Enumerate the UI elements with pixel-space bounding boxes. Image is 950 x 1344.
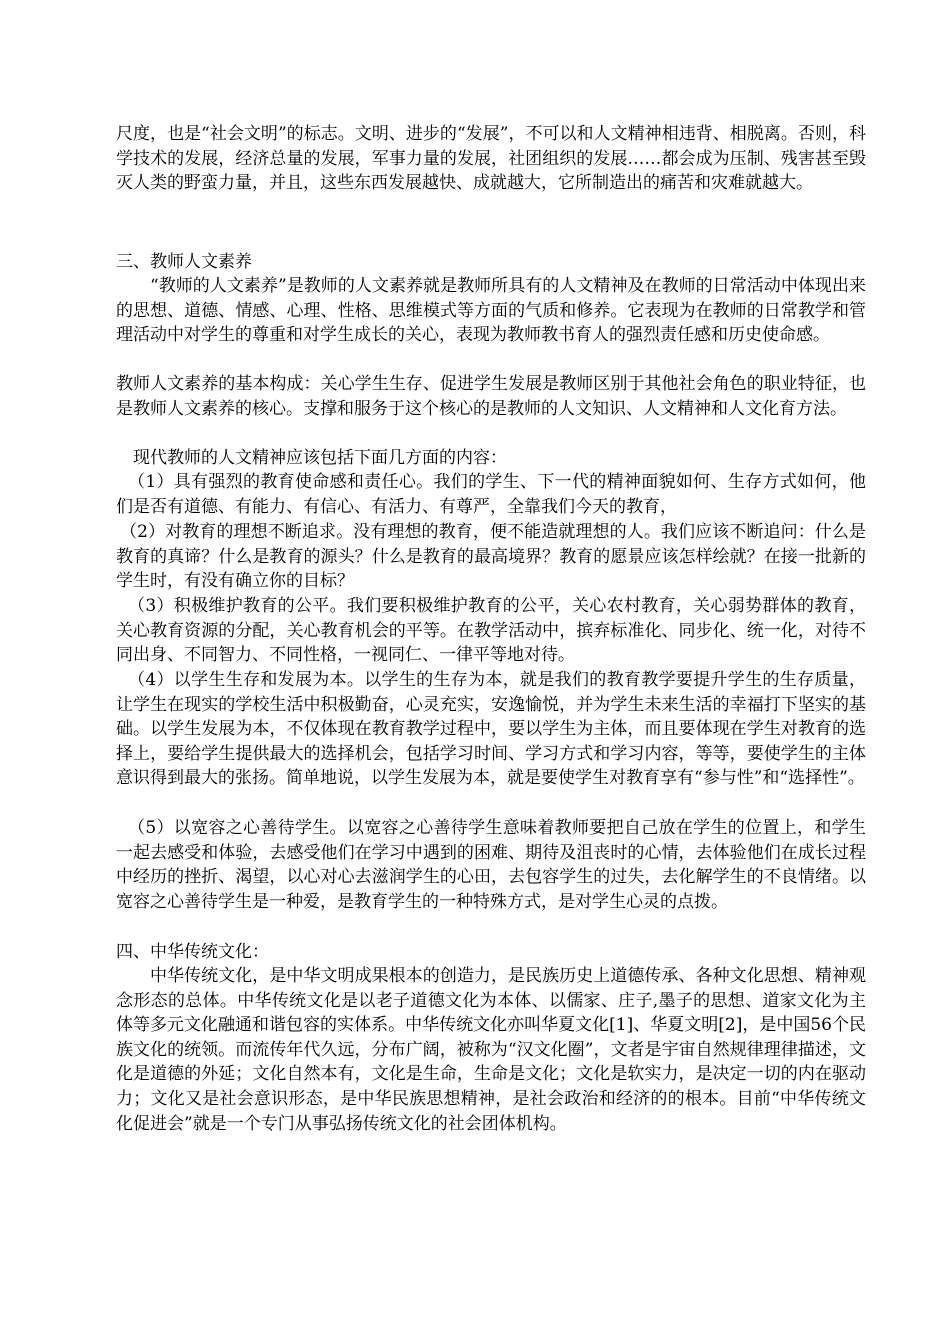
spirit-item-4: （4）以学生生存和发展为本。以学生的生存为本，就是我们的教育教学要提升学生的生存质量，让学生在现实的学校生活中积极勤奋，心灵充实，安逸愉悦，并为学生未来生活的幸福打下坚实的基础。以学生发展为本，不仅体现在教育教学过程中，要以学生为主体，而且要体现在学生对教育的选择上，要给学生提供最大的选择机会，包括学习时间、学习方式和学习内容，等等，要使学生的主体意识得到最大的张扬。简单地说，以学生发展为本，就是要使学生对教育享有“参与性”和“选择性”。 [116, 670, 866, 789]
section-4-heading: 四、中华传统文化： [116, 942, 269, 962]
spirit-item-5: （5）以宽容之心善待学生。以宽容之心善待学生意味着教师要把自己放在学生的位置上，和学生一起去感受和体验，去感受他们在学习中遇到的困难、期待及沮丧时的心情，去体验他们在成长过程中经历的挫折、渴望，以心对心去滋润学生的心田，去包容学生的过失，去化解学生的不良情绪。以宽容之心善待学生是一种爱，是教育学生的一种特殊方式，是对学生心灵的点拨。 [116, 818, 866, 912]
spirit-item-2: （2）对教育的理想不断追求。没有理想的教育，便不能造就理想的人。我们应该不断追问：什么是教育的真谛？什么是教育的源头？什么是教育的最高境界？教育的愿景应该怎样绘就？在接一批新的学生时，有没有确立你的目标？ [116, 522, 866, 592]
section-3-heading: 三、教师人文素养 [116, 252, 252, 272]
spirit-item-3: （3）积极维护教育的公平。我们要积极维护教育的公平，关心农村教育，关心弱势群体的教育，关心教育资源的分配，关心教育机会的平等。在教学活动中，摈弃标准化、同步化、统一化，对待不同出身、不同智力、不同性格，一视同仁、一律平等地对待。 [116, 596, 866, 666]
section-3-definition: “教师的人文素养”是教师的人文素养就是教师所具有的人文精神及在教师的日常活动中体现出来的思想、道德、情感、心理、性格、思维模式等方面的气质和修养。它表现为在教师的日常教学和管理活动中对学生的尊重和对学生成长的关心，表现为教师教书育人的强烈责任感和历史使命感。 [116, 276, 866, 346]
section-3-spirit-intro: 现代教师的人文精神应该包括下面几方面的内容： [133, 448, 507, 468]
intro-paragraph: 尺度，也是“社会文明”的标志。文明、进步的“发展”，不可以和人文精神相违背、相脱离。否则，科学技术的发展，经济总量的发展，军事力量的发展，社团组织的发展……都会成为压制、残害甚至毁灭人类的野蛮力量，并且，这些东西发展越快、成就越大，它所制造出的痛苦和灾难就越大。 [116, 124, 866, 194]
spirit-item-1: （1）具有强烈的教育使命感和责任心。我们的学生、下一代的精神面貌如何、生存方式如何，他们是否有道德、有能力、有信心、有活力、有尊严，全靠我们今天的教育， [116, 472, 866, 517]
section-4-body: 中华传统文化，是中华文明成果根本的创造力，是民族历史上道德传承、各种文化思想、精神观念形态的总体。中华传统文化是以老子道德文化为本体、以儒家、庄子,墨子的思想、道家文化为主体等多元文化融通和谐包容的实体系。中华传统文化亦叫华夏文化[1]、华夏文明[2]，是中国56个民族文化的统领。而流传年代久远，分布广阔，被称为“汉文化圈”，文者是宇宙自然规律理律描述，文化是道德的外延；文化自然本有，文化是生命，生命是文化；文化是软实力，是决定一切的内在驱动力；文化又是社会意识形态，是中华民族思想精神，是社会政治和经济的的根本。目前“中华传统文化促进会”就是一个专门从事弘扬传统文化的社会团体机构。 [116, 966, 866, 1134]
section-3-composition: 教师人文素养的基本构成：关心学生生存、促进学生发展是教师区别于其他社会角色的职业特征，也是教师人文素养的核心。支撑和服务于这个核心的是教师的人文知识、人文精神和人文化育方法。 [116, 374, 866, 419]
